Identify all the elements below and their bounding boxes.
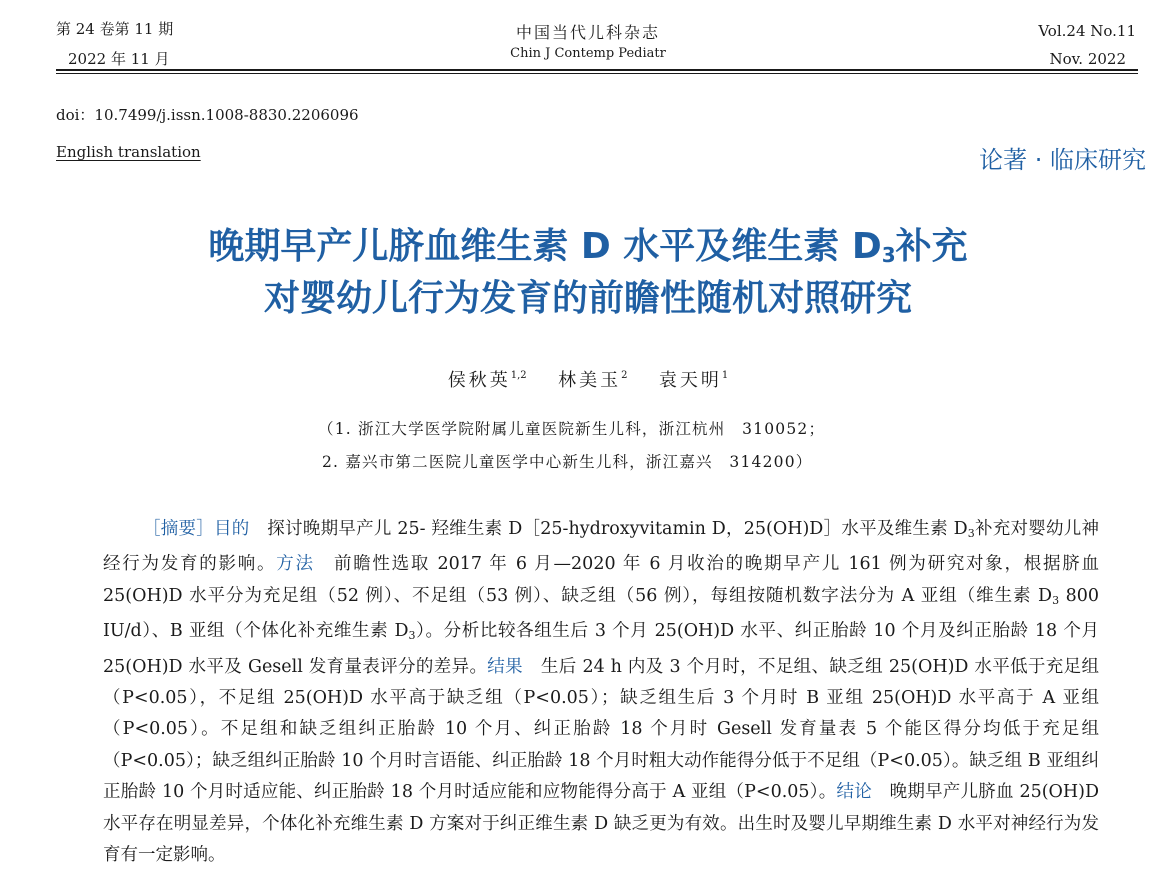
affiliation-line2: 2. 嘉兴市第二医院儿童医学中心新生儿科，浙江嘉兴 314200） xyxy=(322,453,813,471)
author-list xyxy=(0,366,1176,392)
methods-sub: 3 xyxy=(1052,593,1060,607)
header-journal-en: Chin J Contemp Pediatr xyxy=(510,46,666,61)
methods-label: 方法 xyxy=(276,554,315,575)
methods-sub: 3 xyxy=(408,629,416,643)
author-name: 侯秋英 xyxy=(447,370,511,391)
objective-text: 探讨晚期早产儿 25- 羟维生素 D［25-hydroxyvitamin D，25(OH)D］水平及维生素 D xyxy=(249,519,968,539)
doi: doi：10.7499/j.issn.1008-8830.2206096 xyxy=(56,106,359,124)
header-volume-issue-en: Vol.24 No.11 xyxy=(1038,22,1136,40)
objective-label: 目的 xyxy=(214,519,250,539)
author-name: 袁天明 xyxy=(658,370,722,391)
author-affiliation: 1,2 xyxy=(510,370,527,381)
objective-text-end: 补充对婴幼儿神经行为发育的影响。 xyxy=(103,519,1100,575)
abstract-label: ［摘要］ xyxy=(143,519,215,539)
header-date-en: Nov. 2022 xyxy=(1049,50,1126,68)
methods-text: 前瞻性选取 2017 年 6 月—2020 年 6 月收治的晚期早产儿 161 例为研究对象，根据脐血 25(OH)D 水平分为充足组（52 例）、不足组（53 例）、缺乏组（56 例），每组按随机数字法分为 A 亚组（维生素 D xyxy=(103,554,1100,606)
title-line1-b: 补充 xyxy=(895,226,968,267)
objective-sub: 3 xyxy=(967,527,975,540)
affiliation-line1: （1. 浙江大学医学院附属儿童医院新生儿科，浙江杭州 310052； xyxy=(318,420,826,438)
title-line1-sub: 3 xyxy=(881,243,896,267)
article-title-line1 xyxy=(0,218,1176,269)
header-rule-thick xyxy=(56,69,1138,71)
author-affiliation: 2 xyxy=(621,370,628,381)
methods-text-2: 800 IU/d）、B 亚组（个体化补充维生素 D xyxy=(103,585,1099,642)
results-label: 结果 xyxy=(487,656,524,677)
header-date-cn: 2022 年 11 月 xyxy=(68,50,170,68)
abstract xyxy=(103,514,1099,871)
article-title-line2: 对婴幼儿行为发育的前瞻性随机对照研究 xyxy=(263,278,912,319)
conclusions-label: 结论 xyxy=(836,782,872,803)
conclusions-text: 晚期早产儿脐血 25(OH)D 水平存在明显差异，个体化补充维生素 D 方案对于纠正维生素 D 缺乏更为有效。出生时及婴儿早期维生素 D 水平对神经行为发育有一定影响。 xyxy=(103,782,1100,866)
header-rule-thin xyxy=(56,73,1138,74)
author-name: 林美玉 xyxy=(558,370,622,391)
header-journal-cn: 中国当代儿科杂志 xyxy=(515,23,660,42)
author-affiliation: 1 xyxy=(721,370,729,381)
header-volume-issue-cn: 第 24 卷第 11 期 xyxy=(56,20,174,38)
english-translation-link[interactable]: English translation xyxy=(56,143,201,161)
section-label: 论著 · 临床研究 xyxy=(979,146,1146,174)
title-line1-a: 晚期早产儿脐血维生素 D 水平及维生素 D xyxy=(208,226,882,267)
methods-text-3: ）。分析比较各组生后 3 个月 25(OH)D 水平、纠正胎龄 10 个月及纠正胎龄 18 个月 25(OH)D 水平及 Gesell 发育量表评分的差异。 xyxy=(103,621,1100,677)
results-text: 生后 24 h 内及 3 个月时，不足组、缺乏组 25(OH)D 水平低于充足组（P<0.05），不足组 25(OH)D 水平高于缺乏组（P<0.05）；缺乏组生后 3 个月时 B 亚组 25(OH)D 水平高于 A 亚组（P<0.05）。不足组和缺乏组纠正胎龄 10 个月、纠正胎龄 18 个月时 Gesell 发育量表 5 个能区得分均低于充足组（P<0.05）；缺乏组纠正胎龄 10 个月时言语能、纠正胎龄 18 个月时粗大动作能得分低于不足组（P<0.05）。缺乏组 B 亚组纠正胎龄 10 个月时适应能、纠正胎龄 18 个月时适应能和应物能得分高于 A 亚组（P<0.05）。 xyxy=(103,656,1099,803)
